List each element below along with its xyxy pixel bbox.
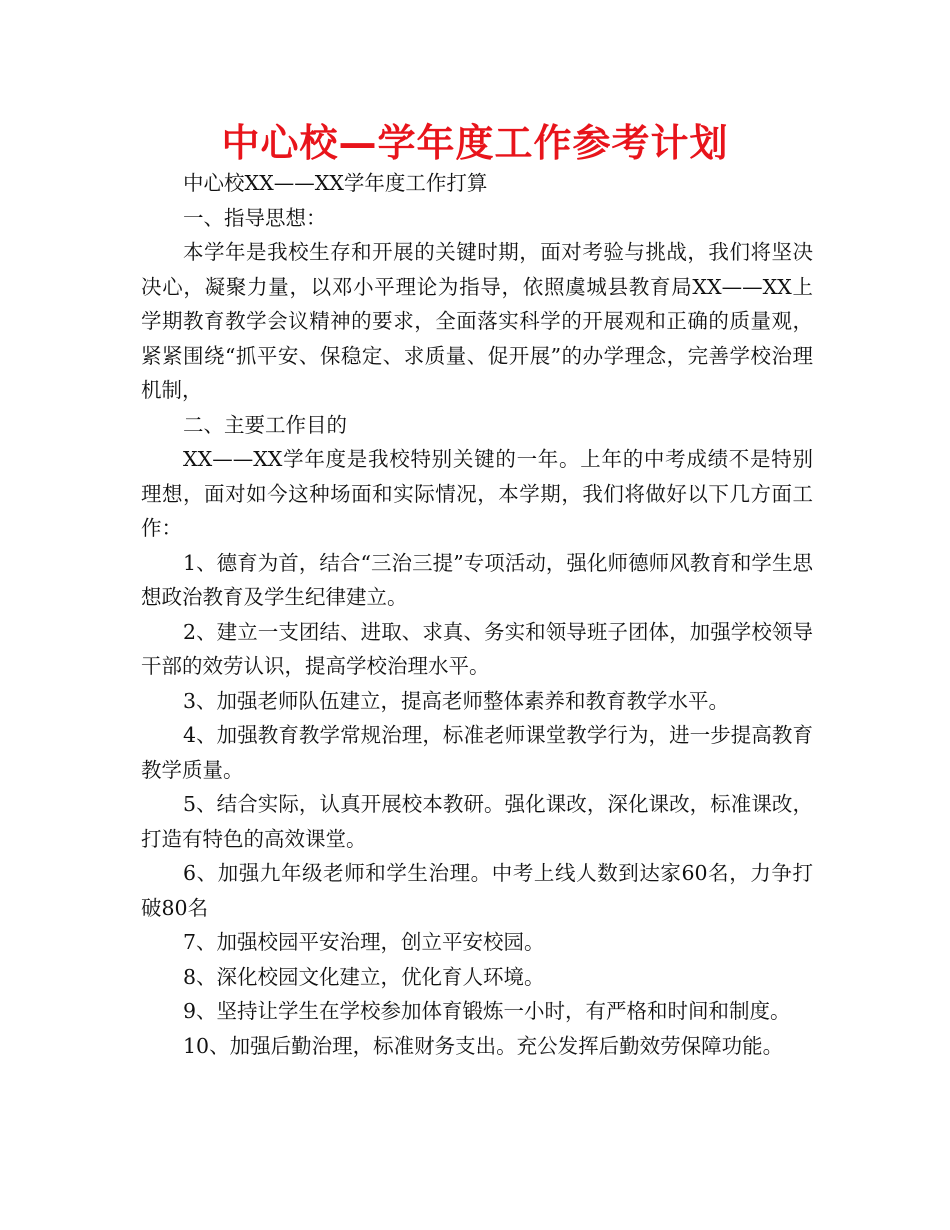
- document-body: [141, 166, 813, 1063]
- plan-subtitle-paragraph: 中心校XX——XX学年度工作打算: [183, 171, 488, 195]
- list-item: 4、加强教育教学常规治理，标准老师课堂教学行为，进一步提高教育教学质量。: [141, 723, 813, 782]
- document-title: 中心校—学年度工作参考计划: [221, 121, 729, 165]
- list-item: 3、加强老师队伍建立，提高老师整体素养和教育教学水平。: [183, 688, 730, 713]
- main-goals-intro-paragraph: XX——XX学年度是我校特别关键的一年。上年的中考成绩不是特别理想，面对如今这种场面和实际情况，本学期，我们将做好以下几方面工作：: [141, 447, 813, 540]
- list-item: 2、建立一支团结、进取、求真、务实和领导班子团体，加强学校领导干部的效劳认识，提高学校治理水平。: [141, 619, 813, 678]
- section-heading-main-goals: 二、主要工作目的: [183, 412, 347, 437]
- list-item: 8、深化校园文化建立，优化育人环境。: [183, 964, 545, 989]
- list-item: 1、德育为首，结合“三治三提”专项活动，强化师德师风教育和学生思想政治教育及学生纪律建立。: [141, 550, 813, 609]
- list-item: 9、坚持让学生在学校参加体育锻炼一小时，有严格和时间和制度。: [183, 999, 791, 1023]
- list-item: 10、加强后勤治理，标准财务支出。充公发挥后勤效劳保障功能。: [183, 1033, 784, 1058]
- list-item: 5、结合实际，认真开展校本教研。强化课改，深化课改，标准课改，打造有特色的高效课堂。: [141, 792, 813, 851]
- list-item: 6、加强九年级老师和学生治理。中考上线人数到达家60名，力争打破80名: [141, 861, 813, 920]
- guiding-ideas-paragraph: 本学年是我校生存和开展的关键时期，面对考验与挑战，我们将坚决决心，凝聚力量，以邓小平理论为指导，依照虞城县教育局XX——XX上学期教育教学会议精神的要求，全面落实科学的开展观和正确的质量观，紧紧围绕“抓平安、保稳定、求质量、促开展”的办学理念，完善学校治理机制，: [141, 240, 813, 402]
- list-item: 7、加强校园平安治理，创立平安校园。: [183, 930, 545, 954]
- section-heading-guiding-ideas: 一、指导思想：: [183, 205, 327, 230]
